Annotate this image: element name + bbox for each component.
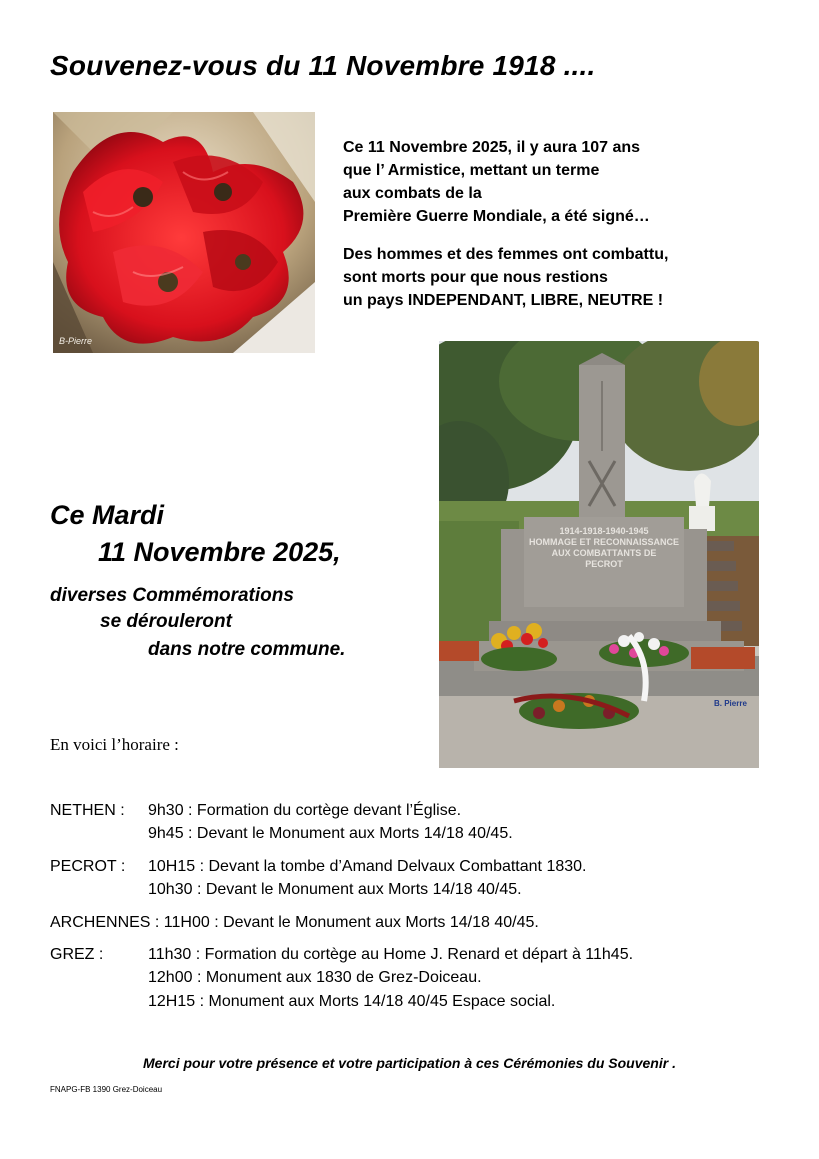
event-day: Ce Mardi [50,500,165,530]
poppy-illustration [53,112,315,353]
intro-line: sont morts pour que nous restions [343,269,608,286]
intro-line: que l’ Armistice, mettant un terme [343,162,600,179]
schedule-entry: 9h45 : Devant le Monument aux Morts 14/18 40/45. [148,825,513,842]
inscription-line: 1914-1918-1940-1945 [559,526,649,536]
footer-note: FNAPG-FB 1390 Grez-Doiceau [50,1085,163,1094]
event-description-line: se dérouleront [100,611,232,632]
intro-text [343,136,668,312]
intro-line: Des hommes et des femmes ont combattu, [343,246,669,263]
poppy-photo [53,112,315,353]
intro-line: Ce 11 Novembre 2025, il y aura 107 ans [343,139,641,156]
schedule-entry: 12H15 : Monument aux Morts 14/18 40/45 Espace social. [148,993,556,1010]
schedule-entry: 10h30 : Devant le Monument aux Morts 14/18 40/45. [148,881,522,898]
paragraph-gap [343,228,668,243]
page-title: Souvenez-vous du 11 Novembre 1918 .... [50,50,596,81]
monument-photo [439,341,759,768]
monument-photo-credit: B. Pierre [714,699,747,708]
schedule-location-nethen: NETHEN : [50,802,125,819]
schedule-entry: 12h00 : Monument aux 1830 de Grez-Doiceau. [148,969,482,986]
schedule-location-pecrot: PECROT : [50,858,126,875]
monument-inscription [529,526,679,570]
schedule-location-grez: GREZ : [50,946,104,963]
event-description-line: diverses Commémorations [50,585,294,606]
schedule-entry-archennes: ARCHENNES : 11H00 : Devant le Monument aux Morts 14/18 40/45. [50,914,539,931]
intro-line: un pays INDEPENDANT, LIBRE, NEUTRE ! [343,292,664,309]
thanks-message: Merci pour votre présence et votre participation à ces Cérémonies du Souvenir . [143,1055,676,1071]
event-description-line: dans notre commune. [148,639,346,660]
intro-line: Première Guerre Mondiale, a été signé… [343,208,650,225]
schedule-entry: 10H15 : Devant la tombe d’Amand Delvaux Combattant 1830. [148,858,587,875]
inscription-line: HOMMAGE ET RECONNAISSANCE [529,537,680,547]
intro-line: aux combats de la [343,185,482,202]
event-date: 11 Novembre 2025, [98,537,341,567]
inscription-line: PECROT [585,559,623,569]
poppy-photo-credit: B-Pierre [59,336,93,346]
schedule-entry: 11h30 : Formation du cortège au Home J. Renard et départ à 11h45. [148,946,634,963]
schedule-entry: 9h30 : Formation du cortège devant l’Église. [148,802,462,819]
schedule-heading: En voici l’horaire : [50,735,179,754]
inscription-line: AUX COMBATTANTS DE [551,548,657,558]
